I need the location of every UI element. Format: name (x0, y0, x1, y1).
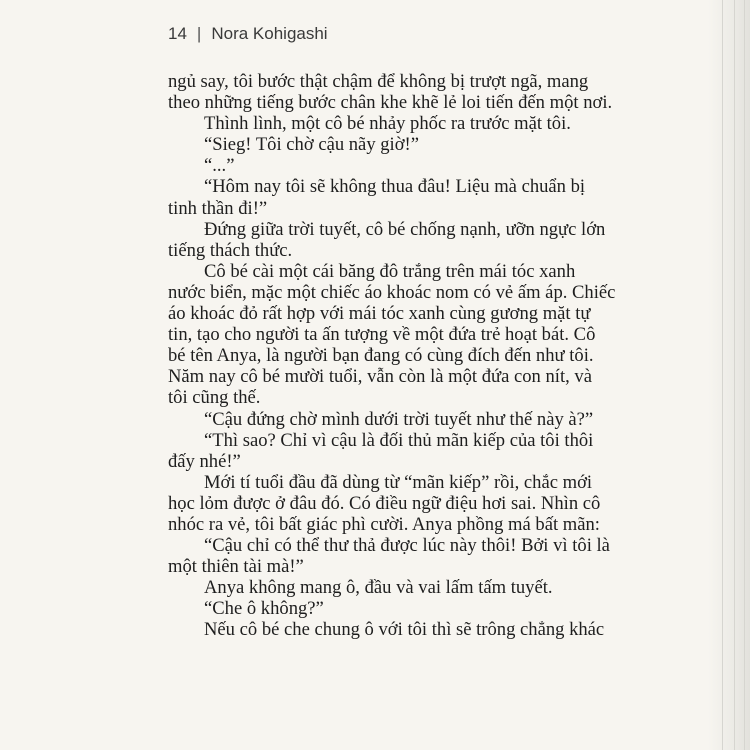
text-line: theo những tiếng bước chân khe khẽ lẻ loi tiến đến một nơi. (168, 92, 613, 114)
text-line: Đứng giữa trời tuyết, cô bé chống nạnh, ưỡn ngực lớn (204, 218, 606, 240)
text-line: nước biển, mặc một chiếc áo khoác nom có vẻ ấm áp. Chiếc (168, 281, 616, 303)
text-line: “Sieg! Tôi chờ cậu nãy giờ!” (204, 134, 419, 156)
header-separator: | (196, 24, 202, 43)
body-text (168, 71, 618, 641)
text-line: tiếng thách thức. (168, 239, 293, 261)
text-line: “...” (204, 155, 235, 177)
text-line: “Cậu chỉ có thể thư thả được lúc này thôi! Bởi vì tôi là (204, 535, 610, 557)
text-line: Nếu cô bé che chung ô với tôi thì sẽ trông chẳng khác (204, 619, 605, 641)
text-line: tôi cũng thế. (168, 387, 261, 409)
text-line: “Cậu đứng chờ mình dưới trời tuyết như thế này à?” (204, 408, 594, 430)
author-name: Nora Kohigashi (211, 24, 328, 43)
text-line: “Thì sao? Chỉ vì cậu là đối thủ mãn kiếp của tôi thôi (204, 429, 594, 451)
text-line: “Che ô không?” (204, 598, 324, 620)
text-line: Anya không mang ô, đầu và vai lấm tấm tuyết. (204, 577, 553, 599)
page-right-edge (708, 0, 750, 750)
text-line: Năm nay cô bé mười tuổi, vẫn còn là một đứa con nít, và (168, 366, 592, 388)
text-line: tin, tạo cho người ta ấn tượng về một đứa trẻ hoạt bát. Cô (168, 324, 596, 346)
text-line: tinh thần đi!” (168, 197, 268, 219)
text-line: đấy nhé!” (168, 450, 241, 472)
text-line: ngủ say, tôi bước thật chậm để không bị trượt ngã, mang (168, 71, 589, 92)
text-line: Cô bé cài một cái băng đô trắng trên mái tóc xanh (204, 260, 576, 282)
text-line: “Hôm nay tôi sẽ không thua đâu! Liệu mà chuẩn bị (204, 176, 586, 198)
text-line: một thiên tài mà!” (168, 556, 304, 578)
text-line: học lỏm được ở đâu đó. Có điều ngữ điệu hơi sai. Nhìn cô (168, 492, 601, 514)
text-line: bé tên Anya, là người bạn đang có cùng đích đến như tôi. (168, 345, 594, 367)
text-line: Thình lình, một cô bé nhảy phốc ra trước mặt tôi. (204, 113, 571, 135)
page-number: 14 (168, 24, 187, 43)
running-header (168, 24, 328, 44)
text-line: nhóc ra vẻ, tôi bất giác phì cười. Anya phồng má bất mãn: (168, 513, 600, 535)
text-line: áo khoác đỏ rất hợp với mái tóc xanh cùng gương mặt tự (168, 303, 591, 325)
text-line: Mới tí tuổi đầu đã dùng từ “mãn kiếp” rồi, chắc mới (204, 471, 593, 493)
